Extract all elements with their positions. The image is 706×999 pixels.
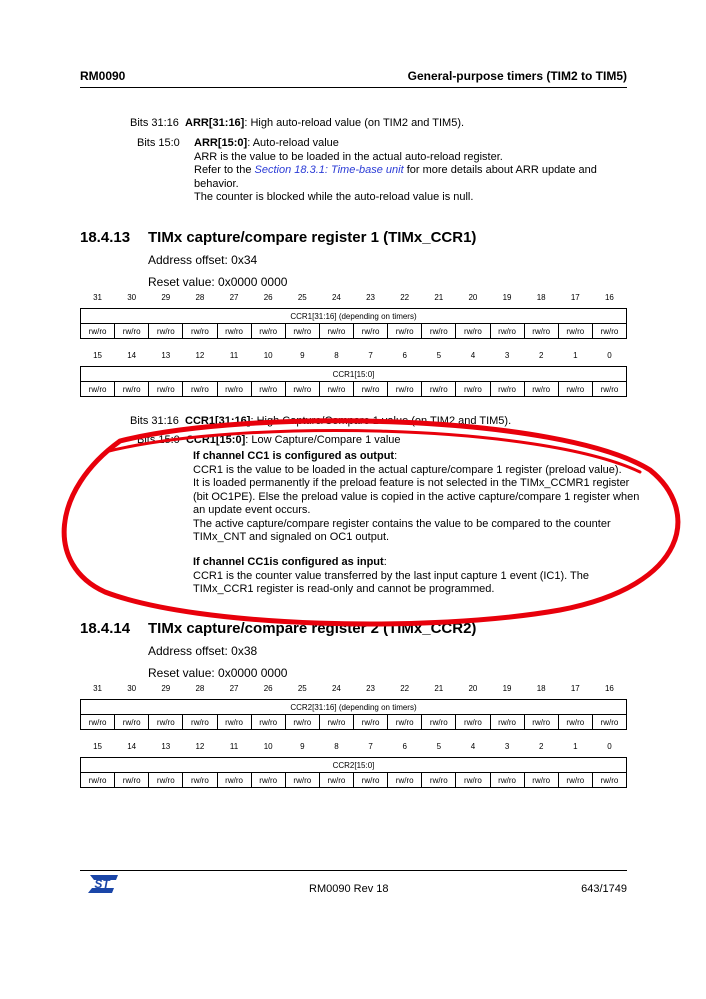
bit-number: 7	[368, 742, 373, 751]
access-cell: rw/ro	[149, 382, 183, 397]
bit-number: 27	[229, 684, 239, 693]
access-cell: rw/ro	[558, 382, 592, 397]
access-cell: rw/ro	[251, 382, 285, 397]
access-cell: rw/ro	[319, 715, 353, 730]
bit-number: 22	[400, 293, 410, 302]
desc-line: The counter is blocked while the auto-reload value is null.	[194, 191, 474, 203]
field-text: : Low Capture/Compare 1 value	[245, 434, 401, 446]
ccr1-input-desc: If channel CC1is configured as input: CCR1 is the counter value transferred by the last input capture 1 event (IC1). The TIMx_CCR1 register is read-only and cannot be programmed.	[193, 556, 589, 595]
bit-number: 29	[161, 293, 171, 302]
access-cell: rw/ro	[456, 773, 490, 788]
page-number: 643/1749	[581, 883, 627, 895]
bit-number: 18	[536, 684, 546, 693]
bit-number: 9	[300, 742, 305, 751]
bit-number: 12	[195, 351, 205, 360]
section-link[interactable]: Section 18.3.1: Time-base unit	[254, 164, 404, 176]
access-cell: rw/ro	[183, 382, 217, 397]
bit-number: 13	[161, 351, 171, 360]
access-cell: rw/ro	[183, 715, 217, 730]
bit-number: 30	[127, 684, 137, 693]
desc-line: TIMx_CCR1 register is read-only and cannot be programmed.	[193, 583, 495, 595]
address-offset: Address offset: 0x34	[148, 253, 258, 267]
access-cell: rw/ro	[490, 324, 524, 339]
field-name-cell: CCR2[31:16] (depending on timers)	[81, 700, 627, 715]
access-cell: rw/ro	[422, 773, 456, 788]
bit-number: 0	[607, 742, 612, 751]
bit-number: 1	[573, 351, 578, 360]
access-cell: rw/ro	[115, 324, 149, 339]
doc-revision: RM0090 Rev 18	[309, 883, 389, 895]
bit-number: 16	[604, 293, 614, 302]
access-cell: rw/ro	[524, 773, 558, 788]
field-name-cell: CCR1[31:16] (depending on timers)	[81, 309, 627, 324]
access-cell: rw/ro	[183, 773, 217, 788]
section-number: 18.4.14	[80, 620, 131, 637]
access-cell: rw/ro	[251, 715, 285, 730]
bit-number: 10	[263, 742, 273, 751]
access-cell: rw/ro	[388, 324, 422, 339]
desc-line: Refer to the	[194, 164, 255, 176]
bit-number: 9	[300, 351, 305, 360]
desc-line: The active capture/compare register contains the value to be compared to the counter	[193, 517, 611, 530]
desc-line: TIMx_CNT and signaled on OC1 output.	[193, 531, 390, 543]
access-cell: rw/ro	[592, 382, 626, 397]
bit-number: 20	[468, 684, 478, 693]
access-cell: rw/ro	[81, 715, 115, 730]
access-cell: rw/ro	[558, 715, 592, 730]
input-heading: If channel CC1is configured as input	[193, 556, 384, 568]
bits-label: Bits 31:16	[130, 117, 179, 129]
bit-number: 2	[538, 742, 544, 751]
bit-number: 24	[331, 684, 341, 693]
desc-line: CCR1 is the counter value transferred by the last input capture 1 event (IC1). The	[193, 569, 589, 582]
header-rule	[80, 87, 627, 88]
access-cell: rw/ro	[422, 324, 456, 339]
access-cell: rw/ro	[217, 324, 251, 339]
bit-number: 26	[263, 684, 273, 693]
bit-number: 12	[195, 742, 205, 751]
access-cell: rw/ro	[183, 324, 217, 339]
access-cell: rw/ro	[558, 324, 592, 339]
access-cell: rw/ro	[149, 715, 183, 730]
access-cell: rw/ro	[217, 773, 251, 788]
bit-number: 23	[366, 293, 376, 302]
bit-number: 0	[607, 351, 612, 360]
field-text: : High Capture/Compare 1 value (on TIM2 and TIM5).	[250, 415, 512, 427]
bit-number: 17	[570, 293, 580, 302]
access-cell: rw/ro	[558, 773, 592, 788]
bit-number: 28	[195, 684, 205, 693]
access-cell: rw/ro	[285, 324, 319, 339]
bit-number: 4	[470, 351, 476, 360]
bit-number: 14	[127, 351, 137, 360]
desc-line: It is loaded permanently if the preload feature is not selected in the TIMx_CCMR1 register	[193, 477, 630, 489]
access-cell: rw/ro	[81, 773, 115, 788]
access-cell: rw/ro	[285, 715, 319, 730]
access-cell: rw/ro	[524, 382, 558, 397]
logo-text: ST	[94, 877, 110, 891]
access-cell: rw/ro	[285, 382, 319, 397]
access-cell: rw/ro	[524, 324, 558, 339]
bit-number: 8	[334, 742, 339, 751]
bit-number: 5	[436, 351, 442, 360]
ccr1-output-desc: If channel CC1 is configured as output: CCR1 is the value to be loaded in the actual capture/compare 1 register (preload value). It is loaded permanently if the preload feature is not selected in the TIMx_CCMR1 register (bit OC1PE). Else the preload value is copied in the active capture/compare 1 register when an update event occurs. The active capture/compare register contains the value to be compared to the counter TIMx_CNT and signaled on OC1 output.	[193, 450, 640, 543]
register-table-low	[80, 742, 627, 788]
footer-rule	[80, 870, 627, 871]
bit-number: 13	[161, 742, 171, 751]
bit-number: 11	[229, 742, 239, 751]
ccr1-high-desc	[130, 415, 511, 429]
access-cell: rw/ro	[149, 324, 183, 339]
field-name-cell: CCR1[15:0]	[81, 367, 627, 382]
bit-number: 19	[502, 293, 512, 302]
bit-number: 15	[93, 742, 103, 751]
bit-number: 30	[127, 293, 137, 302]
bit-number: 27	[229, 293, 239, 302]
access-cell: rw/ro	[592, 715, 626, 730]
access-cell: rw/ro	[217, 382, 251, 397]
arr-high-desc	[130, 117, 464, 131]
access-cell: rw/ro	[354, 773, 388, 788]
bit-number: 31	[93, 293, 103, 302]
field-name: CCR1[31:16]	[185, 415, 251, 427]
access-cell: rw/ro	[115, 382, 149, 397]
arr-low-desc	[194, 137, 597, 205]
bit-number: 24	[331, 293, 341, 302]
bit-number: 5	[436, 742, 442, 751]
field-name: ARR[31:16]	[185, 117, 245, 129]
reset-value: Reset value: 0x0000 0000	[148, 275, 288, 289]
address-offset: Address offset: 0x38	[148, 644, 258, 658]
access-cell: rw/ro	[285, 773, 319, 788]
access-cell: rw/ro	[456, 324, 490, 339]
bit-number: 16	[604, 684, 614, 693]
bit-number: 25	[297, 293, 307, 302]
access-cell: rw/ro	[319, 382, 353, 397]
doc-id: RM0090	[80, 69, 126, 83]
register-table-high	[80, 684, 627, 730]
bits-label: Bits 15:0	[137, 434, 180, 446]
bit-number: 6	[402, 742, 407, 751]
access-cell: rw/ro	[388, 382, 422, 397]
desc-line: behavior.	[194, 177, 239, 190]
bit-number: 4	[470, 742, 476, 751]
bit-number: 22	[400, 684, 410, 693]
access-cell: rw/ro	[388, 773, 422, 788]
ccr1-low-desc	[137, 434, 401, 448]
st-logo-icon	[86, 875, 118, 893]
register-table-low	[80, 351, 627, 397]
access-cell: rw/ro	[319, 324, 353, 339]
access-cell: rw/ro	[490, 773, 524, 788]
access-cell: rw/ro	[115, 715, 149, 730]
access-cell: rw/ro	[388, 715, 422, 730]
bit-number: 21	[434, 684, 444, 693]
bits-label: Bits 31:16	[130, 415, 179, 427]
desc-line: for more details about ARR update and	[403, 164, 597, 176]
desc-line: ARR is the value to be loaded in the actual auto-reload register.	[194, 150, 503, 163]
output-heading: If channel CC1 is configured as output	[193, 450, 395, 462]
access-cell: rw/ro	[592, 773, 626, 788]
access-cell: rw/ro	[149, 773, 183, 788]
bit-number: 18	[536, 293, 546, 302]
bit-number: 19	[502, 684, 512, 693]
field-name: CCR1[15:0]	[185, 434, 246, 446]
bit-number: 7	[368, 351, 373, 360]
bit-number: 15	[93, 351, 103, 360]
desc-line: an update event occurs.	[193, 504, 311, 516]
bit-number: 3	[504, 351, 510, 360]
bit-number: 6	[402, 351, 407, 360]
reset-value: Reset value: 0x0000 0000	[148, 666, 288, 680]
chapter-title: General-purpose timers (TIM2 to TIM5)	[407, 69, 627, 83]
field-name-cell: CCR2[15:0]	[81, 758, 627, 773]
access-cell: rw/ro	[354, 382, 388, 397]
access-cell: rw/ro	[354, 324, 388, 339]
bits-label: Bits 15:0	[137, 137, 180, 149]
access-cell: rw/ro	[81, 382, 115, 397]
bit-number: 1	[573, 742, 578, 751]
field-text: : Auto-reload value	[247, 137, 339, 149]
bit-number: 14	[127, 742, 137, 751]
section-title: TIMx capture/compare register 2 (TIMx_CCR2)	[148, 620, 477, 637]
access-cell: rw/ro	[251, 324, 285, 339]
access-cell: rw/ro	[251, 773, 285, 788]
access-cell: rw/ro	[115, 773, 149, 788]
desc-line: CCR1 is the value to be loaded in the actual capture/compare 1 register (preload value).	[193, 463, 622, 476]
field-text: : High auto-reload value (on TIM2 and TIM5).	[244, 117, 465, 129]
access-cell: rw/ro	[354, 715, 388, 730]
bit-number: 2	[538, 351, 544, 360]
bit-number: 20	[468, 293, 478, 302]
access-cell: rw/ro	[422, 715, 456, 730]
bit-number: 26	[263, 293, 273, 302]
bit-number: 11	[229, 351, 239, 360]
access-cell: rw/ro	[490, 382, 524, 397]
bit-number: 29	[161, 684, 171, 693]
access-cell: rw/ro	[592, 324, 626, 339]
field-name: ARR[15:0]	[194, 137, 248, 149]
access-cell: rw/ro	[422, 382, 456, 397]
section-number: 18.4.13	[80, 229, 131, 246]
access-cell: rw/ro	[217, 715, 251, 730]
bit-number: 31	[93, 684, 103, 693]
register-table-high	[80, 293, 627, 339]
access-cell: rw/ro	[524, 715, 558, 730]
access-cell: rw/ro	[456, 715, 490, 730]
bit-number: 8	[334, 351, 339, 360]
bit-number: 17	[570, 684, 580, 693]
access-cell: rw/ro	[319, 773, 353, 788]
bit-number: 28	[195, 293, 205, 302]
access-cell: rw/ro	[456, 382, 490, 397]
bit-number: 3	[504, 742, 510, 751]
section-title: TIMx capture/compare register 1 (TIMx_CCR1)	[148, 229, 477, 246]
access-cell: rw/ro	[490, 715, 524, 730]
bit-number: 21	[434, 293, 444, 302]
bit-number: 10	[263, 351, 273, 360]
desc-line: (bit OC1PE). Else the preload value is copied in the active capture/compare 1 register when	[193, 490, 640, 503]
access-cell: rw/ro	[81, 324, 115, 339]
bit-number: 23	[366, 684, 376, 693]
bit-number: 25	[297, 684, 307, 693]
